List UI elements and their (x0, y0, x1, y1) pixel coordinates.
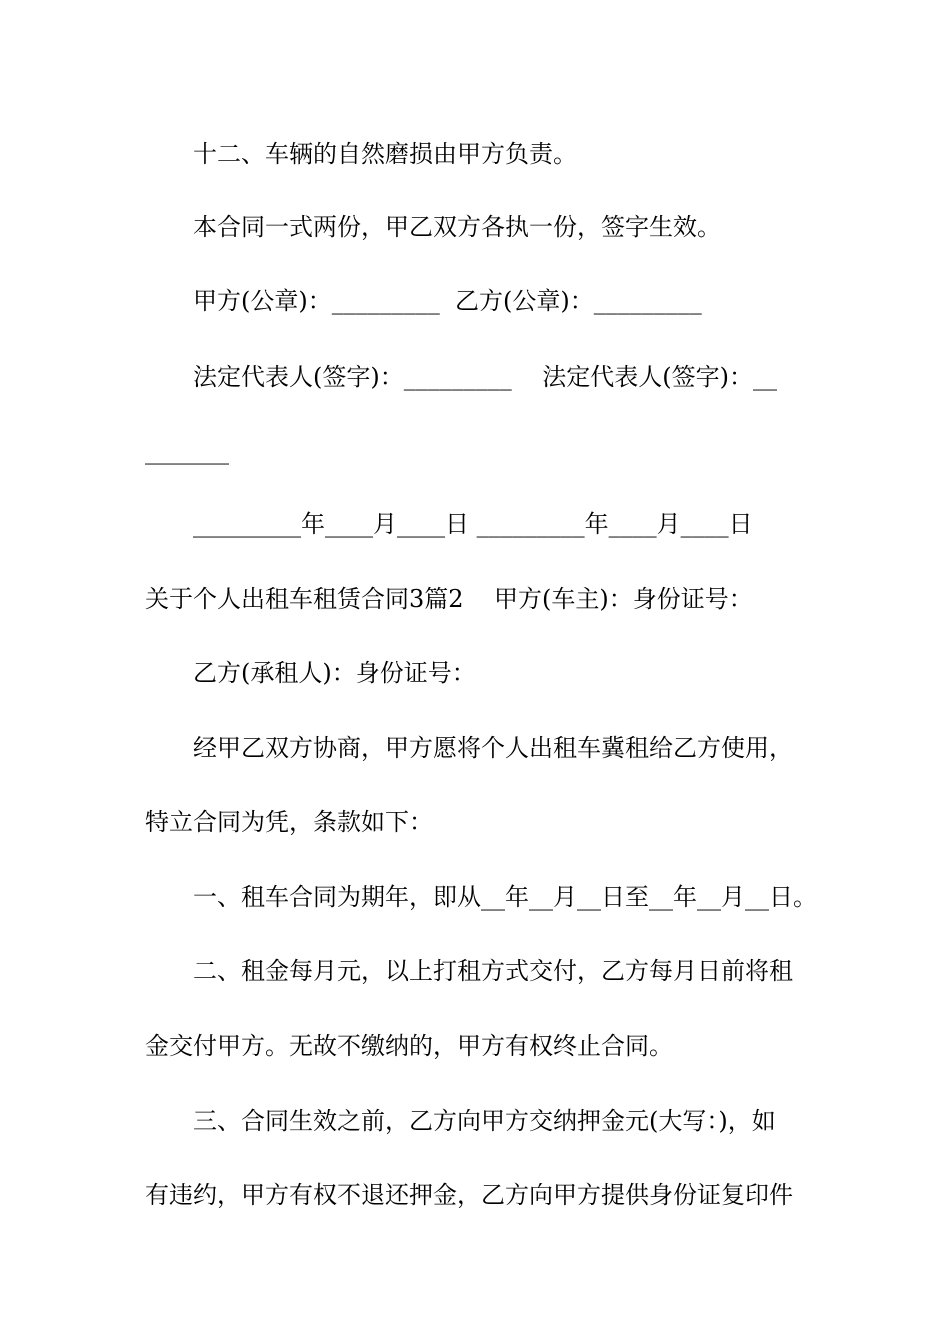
clause-12-text: 十二、车辆的自然磨损由甲方负责。 (193, 140, 577, 168)
clause-2-continuation: 金交付甲方。无故不缴纳的，甲方有权终止合同。 (145, 1032, 673, 1060)
clause-3-text: 三、合同生效之前，乙方向甲方交纳押金元(大写：)，如 (193, 1107, 776, 1135)
agreement-intro-continuation: 特立合同为凭，条款如下： (145, 808, 433, 836)
clause-2-text: 二、租金每月元，以上打租方式交付，乙方每月日前将租 (193, 957, 793, 985)
contract-title-and-party-a: 关于个人出租车租赁合同3篇2 甲方(车主)：身份证号： (145, 585, 753, 613)
agreement-intro-text: 经甲乙双方协商，甲方愿将个人出租车冀租给乙方使用， (193, 734, 793, 762)
copies-clause-text: 本合同一式两份，甲乙双方各执一份，签字生效。 (193, 213, 721, 241)
party-b-line: 乙方(承租人)：身份证号： (193, 659, 476, 687)
seal-line: 甲方(公章)：_________ 乙方(公章)：_________ (193, 287, 702, 315)
representative-signature-line: 法定代表人(签字)：_________ 法定代表人(签字)：__ (193, 363, 777, 391)
clause-3-continuation: 有违约，甲方有权不退还押金，乙方向甲方提供身份证复印件 (145, 1181, 793, 1209)
date-line: _________年____月____日 _________年____月____日 (193, 510, 753, 538)
clause-1-text: 一、租车合同为期年，即从__年__月__日至__年__月__日。 (193, 883, 817, 911)
signature-line-continuation: _______ (145, 437, 229, 465)
